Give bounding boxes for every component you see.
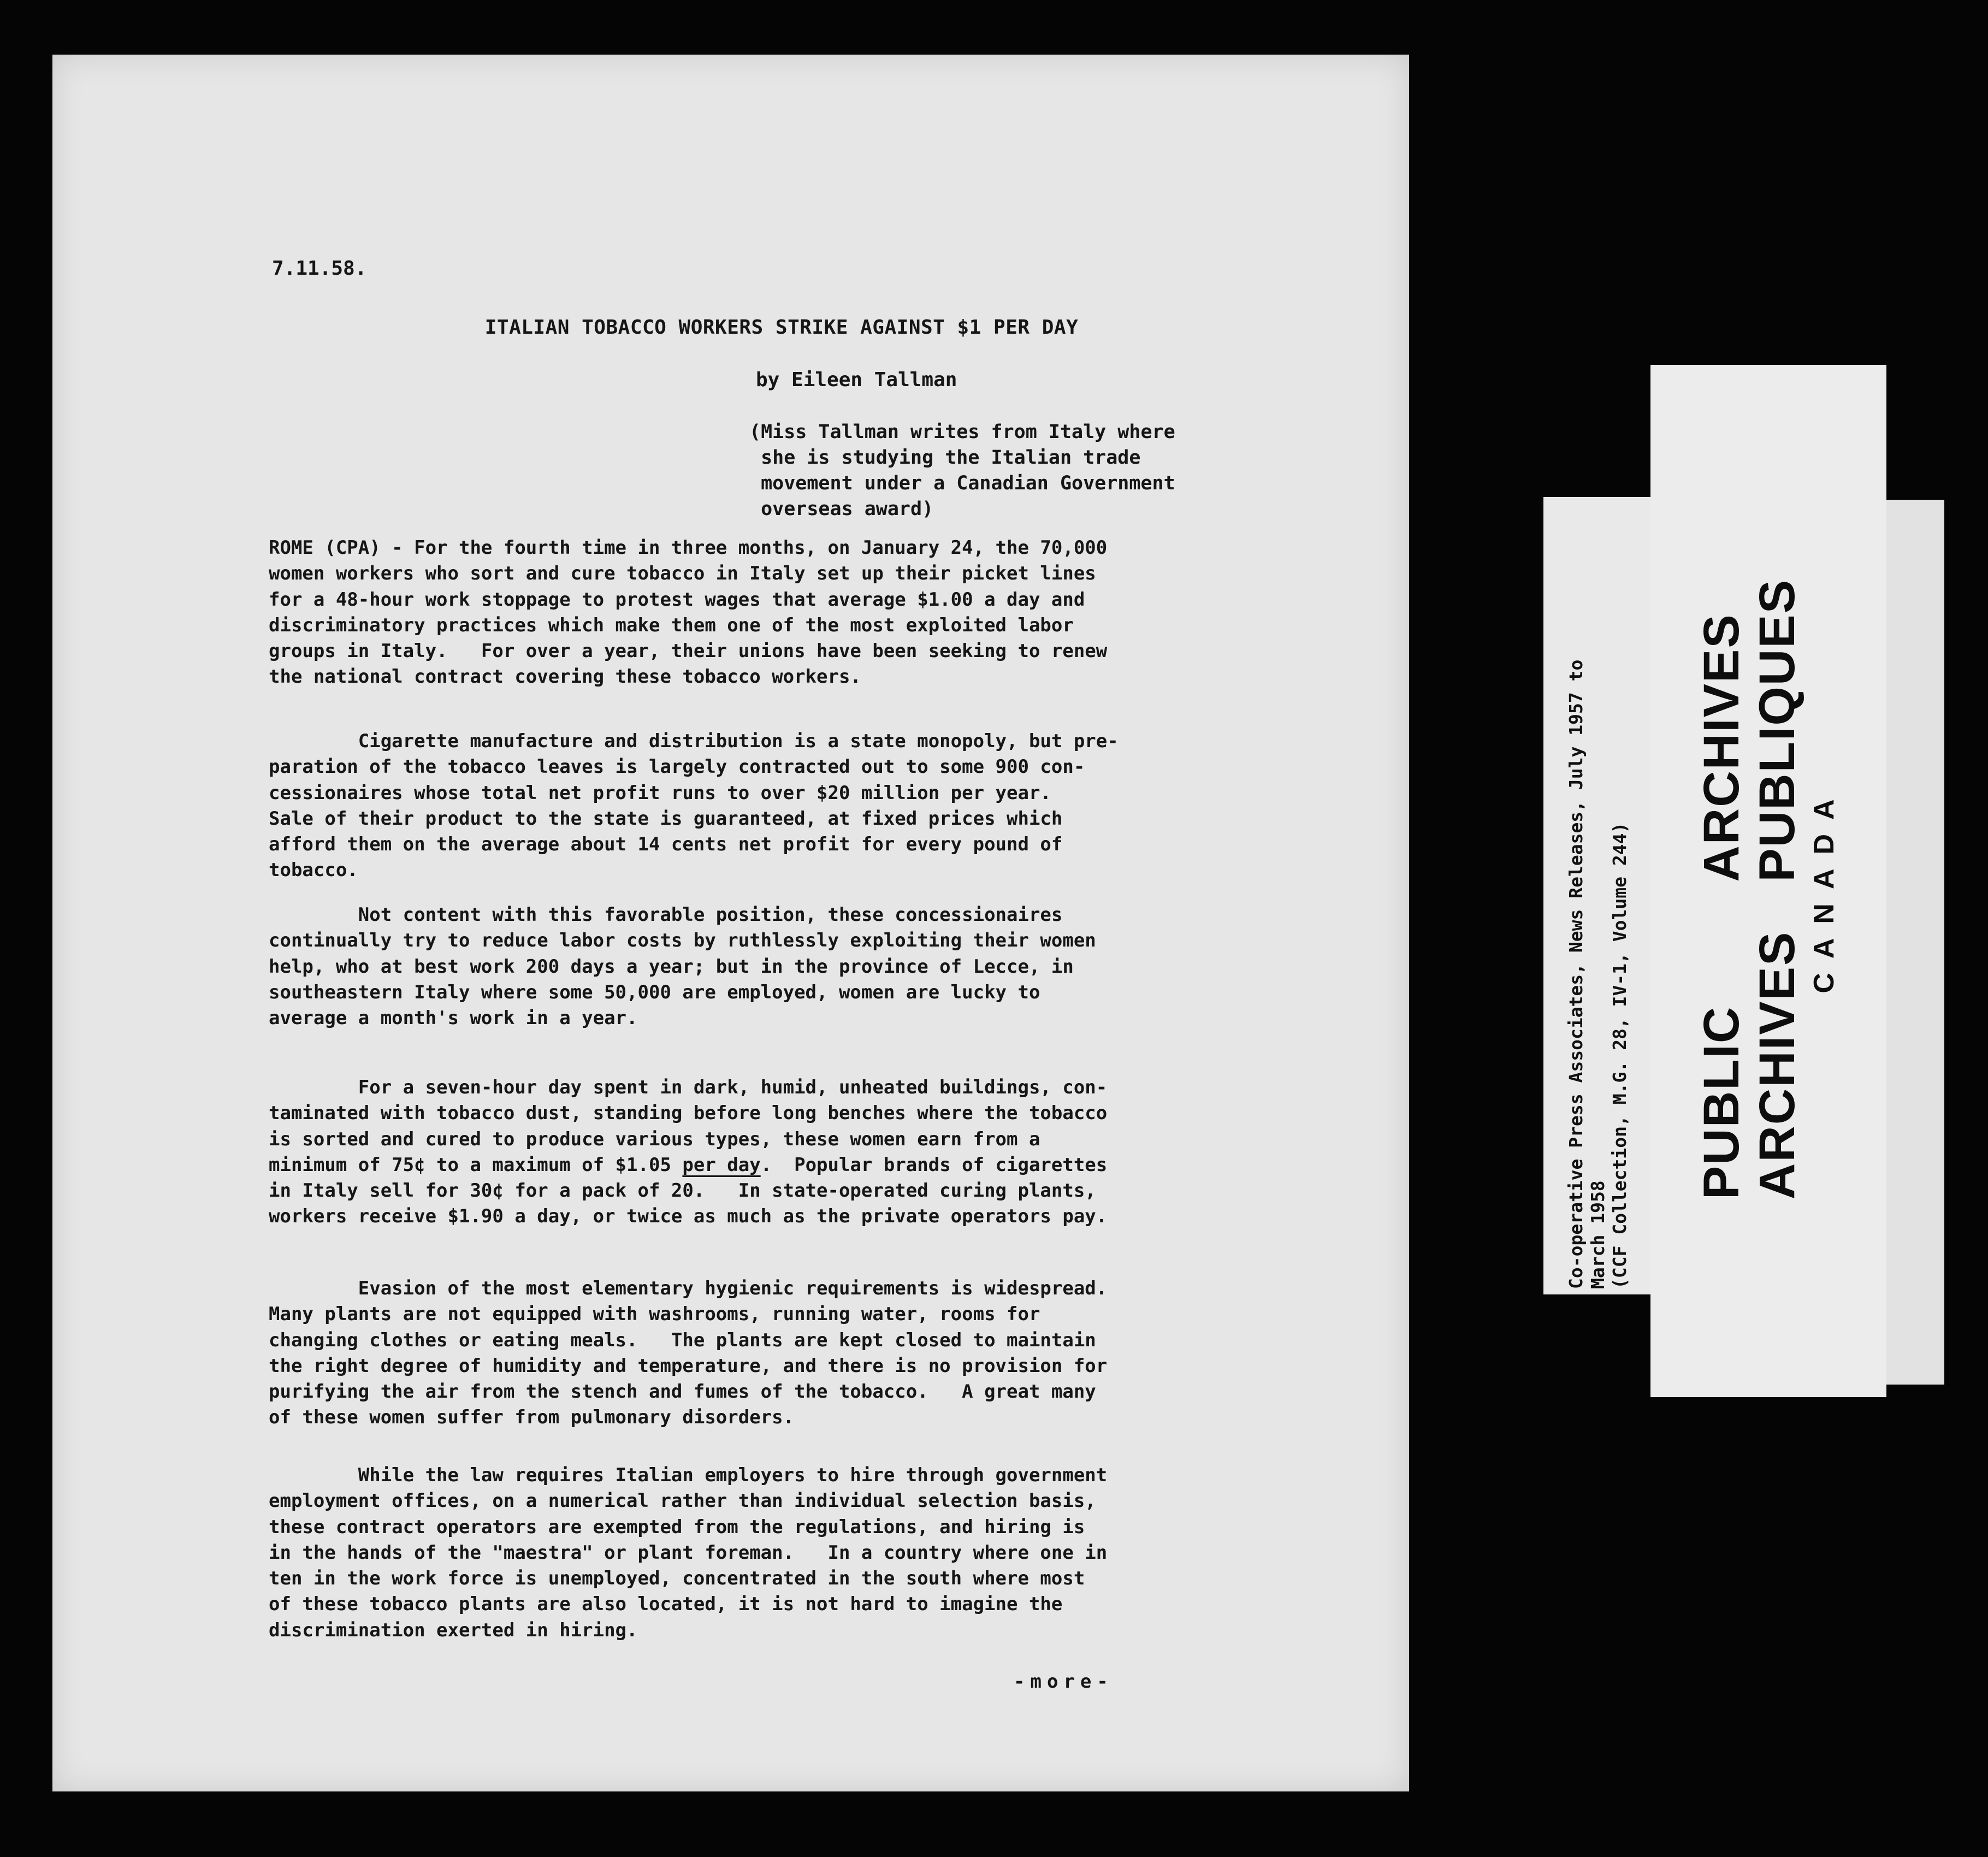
paragraph-2: Cigarette manufacture and distribution is a state monopoly, but pre- paration of the tobacco leaves is largely contracted out to some 900 con- cessionaires whose total net profit runs to over $20 million per year. Sale of their product to the state is guaranteed, at fixed prices which afford them on the average about 14 cents net profit for every pound of tobacco. <box>269 730 1119 882</box>
archive-label-slip <box>1543 497 1653 1294</box>
archive-slip-back <box>1879 500 1944 1385</box>
archive-label-text: Co-operative Press Associates, News Releases, July 1957 to March 1958 (CCF Collection, M.G. 28, IV-1, Volume 244) <box>1565 659 1630 1289</box>
archive-stamp <box>1695 579 1842 1199</box>
byline: by Eileen Tallman <box>756 369 957 391</box>
stamp-archives-en: ARCHIVES <box>1694 613 1749 882</box>
paragraph-1: ROME (CPA) - For the fourth time in three months, on January 24, the 70,000 women workers who sort and cure tobacco in Italy set up their picket lines for a 48-hour work stoppage to protest wages that average $1.00 a day and discriminatory practices which make them one of the most exploited labor groups in Italy. For over a year, their unions have been seeking to renew the national contract covering these tobacco workers. <box>269 537 1108 688</box>
paragraph-6: While the law requires Italian employers to hire through government employment offices, on a numerical rather than individual selection basis, these contract operators are exempted from the regulations, and hiring is in the hands of the "maestra" or plant foreman. In a country where one in ten in the work force is unemployed, concentrated in the south where most of these tobacco plants are also located, it is not hard to imagine the discrimination exerted in hiring. <box>269 1464 1108 1641</box>
stamp-public: PUBLIC <box>1694 1006 1749 1200</box>
paragraph-3: Not content with this favorable position, these concessionaires continually try to reduce labor costs by ruthlessly exploiting their women help, who at best work 200 days a year; but in the province of Lecce, in southeastern Italy where some 50,000 are employed, women are lucky to average a month's work in a year. <box>269 904 1096 1030</box>
archive-stamp-slip <box>1650 365 1886 1397</box>
more-marker: -more- <box>1014 1671 1114 1693</box>
typed-page <box>52 55 1409 1791</box>
document-date: 7.11.58. <box>272 257 367 280</box>
stamp-archives-fr: ARCHIVES <box>1749 931 1805 1200</box>
paragraph-5: Evasion of the most elementary hygienic requirements is widespread. Many plants are not equipped with washrooms, running water, rooms for changing clothes or eating meals. The plants are kept closed to maintain the right degree of humidity and temperature, and there is no provision for purifying the air from the stench and fumes of the tobacco. A great many of these women suffer from pulmonary disorders. <box>269 1278 1108 1429</box>
paragraph-4 <box>269 1075 1107 1230</box>
stamp-canada: CANADA <box>1808 785 1840 993</box>
paragraph-4-part-2: . Popular brands of cigarettes in Italy sell for 30¢ for a pack of 20. In state-operated curing plants, workers receive $1.90 a day, or twice as much as the private operators pay. <box>269 1154 1108 1228</box>
stamp-publiques: PUBLIQUES <box>1749 578 1805 882</box>
paragraph-4-part-1: For a seven-hour day spent in dark, humid, unheated buildings, con- taminated with tobacco dust, standing before long benches where the tobacco is sorted and cured to produce various types, these women earn from a minimum of 75¢ to a maximum of $1.05 <box>269 1077 1108 1176</box>
headline: ITALIAN TOBACCO WORKERS STRIKE AGAINST $1 PER DAY <box>484 316 1079 339</box>
underlined-per-day: per day <box>682 1154 761 1176</box>
slip-edge <box>1650 365 1886 369</box>
author-note: (Miss Tallman writes from Italy where she is studying the Italian trade movement under a Canadian Government overseas award) <box>749 421 1175 520</box>
